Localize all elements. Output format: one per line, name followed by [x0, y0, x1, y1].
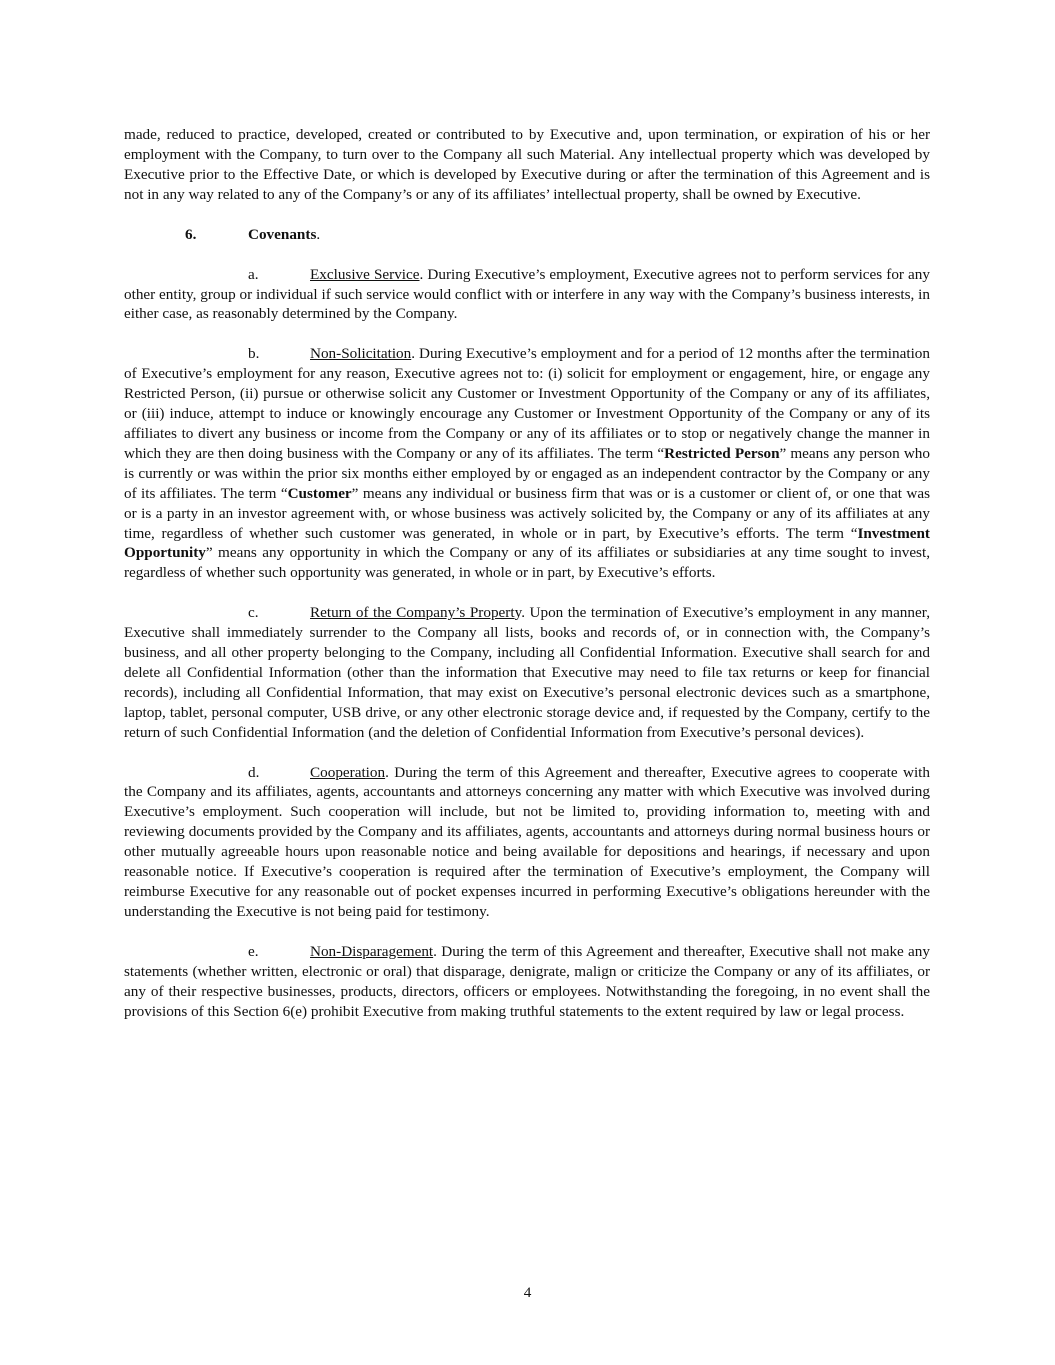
subsection-c-letter: c.	[248, 604, 259, 622]
subsection-e-text: . During the term of this Agreement and thereafter, Executive shall not make any statements (whether written, electronic or oral) that disparage, denigrate, malign or criticize the Company or any of its affiliates, or any of their respective businesses, products, directors, officers or employees. Notwithstanding the foregoing, in no event shall the provisions of this Section 6(e) prohibit Executive from making truthful statements to the extent required by law or legal process.	[124, 942, 930, 1020]
subsection-b	[124, 344, 930, 583]
intro-paragraph: made, reduced to practice, developed, created or contributed to by Executive and, upon termination, or expiration of his or her employment with the Company, to turn over to the Company all such Material. Any intellectual property which was developed by Executive prior to the Effective Date, or which is developed by Executive during or after the termination of this Agreement and is not in any way related to any of the Company’s or any of its affiliates’ intellectual property, shall be owned by Executive.	[124, 126, 930, 203]
term-restricted-person: Restricted Person	[664, 444, 780, 462]
section-title-suffix: .	[316, 225, 321, 243]
subsection-a-text: . During Executive’s employment, Executive agrees not to perform services for any other entity, group or individual if such service would conflict with or interfere in any way with the Company’s business interests, in either case, as reasonably determined by the Company.	[124, 265, 930, 323]
subsection-d-letter: d.	[248, 763, 260, 781]
subsection-d-title: Cooperation	[310, 763, 386, 781]
subsection-c-title-tail: y	[514, 604, 522, 622]
subsection-a	[124, 265, 930, 325]
subsection-c-title: Return of the Company’s Propert	[310, 604, 515, 622]
section-number: 6.	[185, 225, 197, 243]
subsection-e-letter: e.	[248, 942, 259, 960]
term-customer: Customer	[287, 484, 352, 502]
subsection-a-title: Exclusive Service	[310, 265, 420, 283]
section-heading	[124, 225, 930, 245]
subsection-d-text: . During the term of this Agreement and thereafter, Executive agrees to cooperate with the Company and its affiliates, agents, accountants and attorneys concerning any matter with which Executive was involved during Executive’s employment. Such cooperation will include, but not be limited to, providing information to, meeting with and reviewing documents provided by the Company and its affiliates, agents, accountants and attorneys during normal business hours or other mutually agreeable hours upon reasonable notice and being available for depositions and hearings, if necessary and upon reasonable notice. If Executive’s cooperation is required after the termination of Executive’s employment, the Company will reimburse Executive for any reasonable out of pocket expenses incurred in performing Executive’s obligations hereunder with the understanding the Executive is not being paid for testimony.	[124, 763, 930, 920]
term-investment-opportunity: Investment Opportunity	[124, 524, 930, 562]
subsection-c	[124, 603, 930, 742]
subsection-c-text: . Upon the termination of Executive’s employment in any manner, Executive shall immediately surrender to the Company all lists, books and records of, or in connection with, the Company’s business, and all other property belonging to the Company, including all Confidential Information. Executive shall search for and delete all Confidential Information (other than the information that Executive may need to file tax returns or keep for financial records), including all Confidential Information, that may exist on Executive’s personal electronic devices such as a smartphone, laptop, tablet, personal computer, USB drive, or any other electronic storage device and, if requested by the Company, certify to the return of such Confidential Information (and the deletion of Confidential Information from Executive’s personal devices).	[124, 604, 930, 741]
subsection-a-letter: a.	[248, 265, 259, 283]
subsection-b-text-3: ” means any individual or business firm that was or is a customer or client of, or one that was or is a party in an investor agreement with, or whose business was actively solicited by, the Company or any of its affiliates at any time, regardless of whether such customer was generated, in whole or in part, by Executive’s efforts. The term “	[124, 484, 930, 542]
subsection-d	[124, 763, 930, 922]
subsection-b-text-2: ” means any person who is currently or was within the prior six months either employed by or engaged as an independent contractor by the Company or any of its affiliates. The term “	[124, 444, 930, 502]
subsection-e-title: Non-Disparagement	[310, 942, 434, 960]
section-title	[248, 225, 320, 245]
page-number: 4	[523, 1284, 532, 1301]
subsection-b-title: Non-Solicitation	[310, 345, 412, 363]
subsection-b-letter: b.	[248, 345, 260, 363]
subsection-b-text-4: ” means any opportunity in which the Company or any of its affiliates or subsidiaries at any time sought to invest, regardless of whether such opportunity was generated, in whole or in part, by Executive’s efforts.	[124, 544, 930, 582]
subsection-b-text-1: . During Executive’s employment and for a period of 12 months after the termination of Executive’s employment for any reason, Executive agrees not to: (i) solicit for employment or engagement, hire, or engage any Restricted Person, (ii) pursue or otherwise solicit any Customer or Investment Opportunity of the Company or any of its affiliates, or (iii) induce, attempt to induce or knowingly encourage any Customer or Investment Opportunity of the Company or any of its affiliates to divert any business or income from the Company or any of its affiliates or to stop or negatively change the manner in which they are then doing business with the Company or any of its affiliates. The term “	[124, 345, 930, 462]
section-title-text: Covenants	[248, 225, 317, 243]
subsection-e	[124, 942, 930, 1022]
document-page	[124, 125, 930, 1041]
